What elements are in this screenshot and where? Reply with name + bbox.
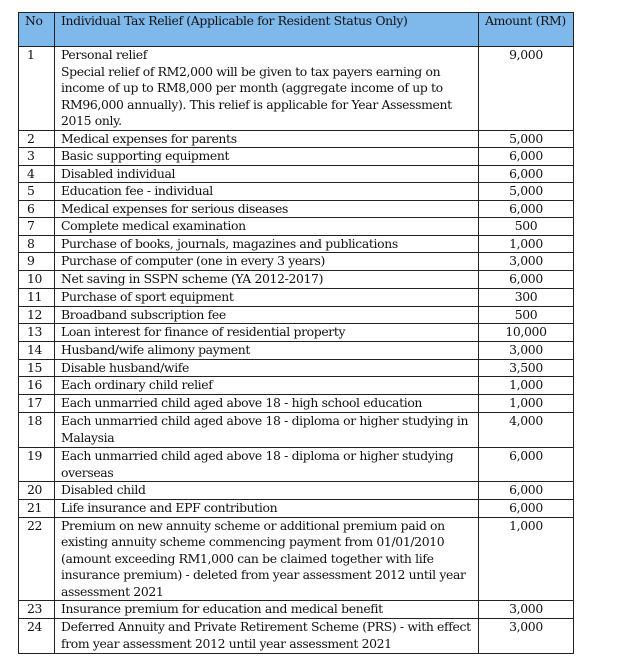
table-row — [19, 218, 574, 236]
row-description: Purchase of sport equipment — [55, 288, 479, 306]
header-amount: Amount (RM) — [479, 13, 574, 47]
row-description: Purchase of computer (one in every 3 years) — [55, 253, 479, 271]
row-no: 13 — [19, 324, 55, 342]
tax-relief-table — [18, 12, 574, 654]
row-description-title: Personal relief — [61, 47, 147, 62]
row-amount: 3,000 — [479, 619, 574, 654]
row-amount: 6,000 — [479, 270, 574, 288]
row-no: 17 — [19, 395, 55, 413]
row-description: Deferred Annuity and Private Retirement Scheme (PRS) - with effect from year assessment 2012 until year assessment 2021 — [55, 619, 479, 654]
row-description: Net saving in SSPN scheme (YA 2012-2017) — [55, 270, 479, 288]
row-amount: 6,000 — [479, 482, 574, 500]
row-amount: 500 — [479, 306, 574, 324]
row-amount: 500 — [479, 218, 574, 236]
table-row — [19, 601, 574, 619]
row-no: 16 — [19, 377, 55, 395]
row-amount: 6,000 — [479, 148, 574, 166]
row-no: 22 — [19, 517, 55, 601]
row-description: Life insurance and EPF contribution — [55, 499, 479, 517]
table-row — [19, 413, 574, 448]
row-description: Husband/wife alimony payment — [55, 342, 479, 360]
row-amount: 5,000 — [479, 130, 574, 148]
table-row — [19, 482, 574, 500]
row-amount: 6,000 — [479, 165, 574, 183]
table-row — [19, 183, 574, 201]
table-row — [19, 306, 574, 324]
row-description: Medical expenses for parents — [55, 130, 479, 148]
table-row — [19, 47, 574, 131]
row-description: Each unmarried child aged above 18 - diploma or higher studying in Malaysia — [55, 413, 479, 448]
row-amount: 1,000 — [479, 517, 574, 601]
table-row — [19, 235, 574, 253]
table-row — [19, 130, 574, 148]
row-description: Each unmarried child aged above 18 - high school education — [55, 395, 479, 413]
row-amount: 3,000 — [479, 601, 574, 619]
table-row — [19, 342, 574, 360]
row-no: 9 — [19, 253, 55, 271]
row-no: 21 — [19, 499, 55, 517]
row-no: 11 — [19, 288, 55, 306]
table-row — [19, 148, 574, 166]
row-amount: 9,000 — [479, 47, 574, 131]
row-amount: 5,000 — [479, 183, 574, 201]
table-row — [19, 448, 574, 482]
row-amount: 4,000 — [479, 413, 574, 448]
row-description — [55, 47, 479, 131]
row-no: 6 — [19, 200, 55, 218]
row-amount: 6,000 — [479, 200, 574, 218]
table-row — [19, 517, 574, 601]
row-no: 20 — [19, 482, 55, 500]
row-description: Education fee - individual — [55, 183, 479, 201]
row-no: 1 — [19, 47, 55, 131]
row-description: Each unmarried child aged above 18 - diploma or higher studying overseas — [55, 448, 479, 482]
row-no: 8 — [19, 235, 55, 253]
table-row — [19, 499, 574, 517]
row-description: Each ordinary child relief — [55, 377, 479, 395]
row-description: Basic supporting equipment — [55, 148, 479, 166]
table-row — [19, 359, 574, 377]
row-no: 23 — [19, 601, 55, 619]
row-description: Complete medical examination — [55, 218, 479, 236]
row-no: 10 — [19, 270, 55, 288]
table-row — [19, 270, 574, 288]
table-row — [19, 253, 574, 271]
row-no: 4 — [19, 165, 55, 183]
row-no: 14 — [19, 342, 55, 360]
row-amount: 1,000 — [479, 395, 574, 413]
row-description: Disabled individual — [55, 165, 479, 183]
row-description: Medical expenses for serious diseases — [55, 200, 479, 218]
row-amount: 6,000 — [479, 499, 574, 517]
row-amount: 1,000 — [479, 235, 574, 253]
row-no: 7 — [19, 218, 55, 236]
row-amount: 1,000 — [479, 377, 574, 395]
row-description-note: Special relief of RM2,000 will be given to tax payers earning on income of up to RM8,000 per month (aggregate income of up to RM96,000 annually). This relief is applicable for Year Assessment 2015 only. — [61, 63, 452, 128]
row-description: Disable husband/wife — [55, 359, 479, 377]
row-description: Premium on new annuity scheme or additional premium paid on existing annuity scheme commencing payment from 01/01/2010 (amount exceeding RM1,000 can be claimed together with life insurance premium) - deleted from year assessment 2012 until year assessment 2021 — [55, 517, 479, 601]
row-no: 2 — [19, 130, 55, 148]
table-row — [19, 619, 574, 654]
row-amount: 3,000 — [479, 342, 574, 360]
row-amount: 3,000 — [479, 253, 574, 271]
row-no: 24 — [19, 619, 55, 654]
table-row — [19, 288, 574, 306]
table-row — [19, 200, 574, 218]
table-row — [19, 395, 574, 413]
row-no: 5 — [19, 183, 55, 201]
row-description: Insurance premium for education and medical benefit — [55, 601, 479, 619]
row-no: 3 — [19, 148, 55, 166]
row-no: 18 — [19, 413, 55, 448]
row-no: 15 — [19, 359, 55, 377]
row-description: Purchase of books, journals, magazines and publications — [55, 235, 479, 253]
table-row — [19, 377, 574, 395]
row-description: Disabled child — [55, 482, 479, 500]
table-header-row — [19, 13, 574, 47]
row-no: 19 — [19, 448, 55, 482]
row-description: Loan interest for finance of residential property — [55, 324, 479, 342]
row-amount: 3,500 — [479, 359, 574, 377]
table-row — [19, 324, 574, 342]
row-amount: 300 — [479, 288, 574, 306]
row-amount: 10,000 — [479, 324, 574, 342]
row-no: 12 — [19, 306, 55, 324]
row-amount: 6,000 — [479, 448, 574, 482]
header-no: No — [19, 13, 55, 47]
row-description: Broadband subscription fee — [55, 306, 479, 324]
table-row — [19, 165, 574, 183]
header-description: Individual Tax Relief (Applicable for Resident Status Only) — [55, 13, 479, 47]
